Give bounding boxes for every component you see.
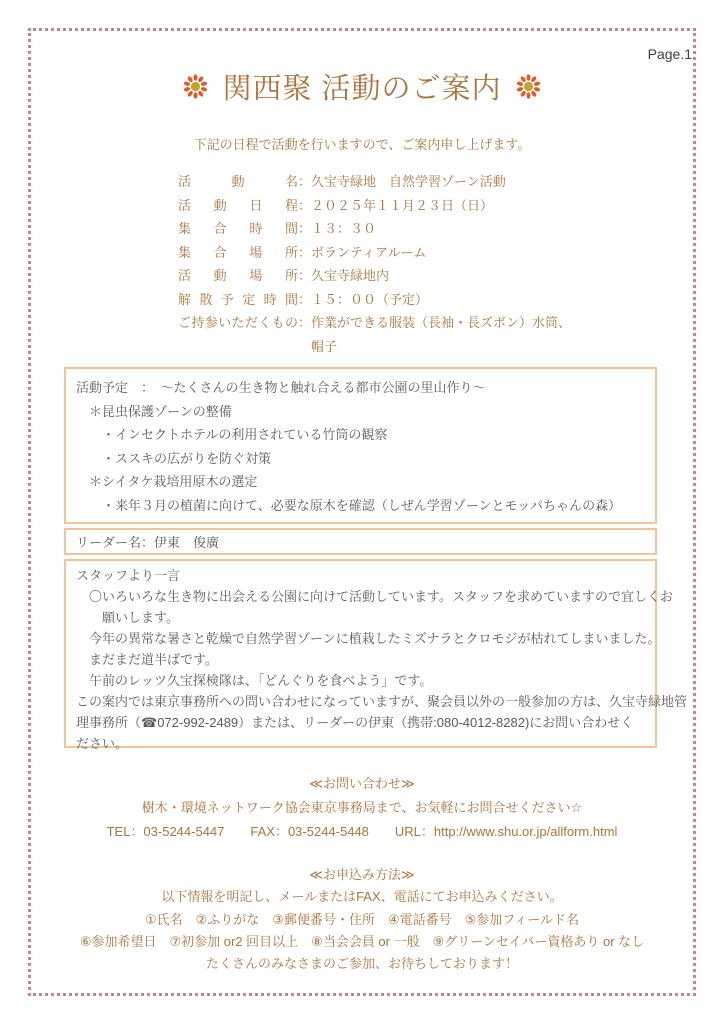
detail-value: ２０２５年１１月２３日（日） bbox=[311, 197, 494, 213]
staff-line: 願いします。 bbox=[76, 610, 179, 625]
detail-continuation: 帽子 bbox=[311, 338, 338, 354]
plan-line: ・来年３月の植菌に向けて、必要な原木を確認（しぜん学習ゾーンとモッパちゃんの森） bbox=[76, 497, 622, 513]
page-number: Page.1 bbox=[647, 46, 692, 62]
detail-value: １５：００（予定） bbox=[311, 291, 429, 307]
title-row bbox=[0, 66, 724, 107]
event-details-list bbox=[178, 170, 571, 358]
detail-separator: ： bbox=[298, 244, 312, 260]
page-title: 関西聚 活動のご案内 bbox=[222, 73, 502, 105]
apply-line: たくさんのみなさまのご参加、お待ちしております！ bbox=[205, 956, 518, 972]
detail-label: 集合場所 bbox=[178, 244, 298, 260]
detail-separator: ： bbox=[298, 291, 312, 307]
contact-line: TEL：03-5244-5447 FAX：03-5244-5448 URL：http://www.shu.or.jp/allform.html bbox=[106, 824, 618, 839]
staff-line: まだまだ道半ばです。 bbox=[76, 652, 218, 667]
detail-label: 活動場所 bbox=[178, 268, 298, 283]
apply-line: ①氏名 ②ふりがな ③郵便番号・住所 ④電話番号 ⑤参加フィールド名 bbox=[145, 911, 579, 927]
detail-value: １３：３０ bbox=[311, 221, 377, 236]
activity-plan-box bbox=[64, 367, 657, 524]
apply-heading: ≪お申込み方法≫ bbox=[309, 867, 415, 882]
contact-section bbox=[28, 772, 696, 844]
staff-line: 今年の異常な暑さと乾燥で自然学習ゾーンに植栽したミズナラとクロモジが枯れてしまいました。 bbox=[76, 631, 661, 646]
flower-icon bbox=[183, 74, 208, 99]
flower-icon bbox=[516, 74, 541, 99]
detail-value: 作業ができる服装（長袖・長ズボン）水筒、 bbox=[311, 315, 572, 330]
contact-line: 樹木・環境ネットワーク協会東京事務局まで、お気軽にお問合せください☆ bbox=[141, 800, 583, 815]
plan-line: ＊昆虫保護ゾーンの整備 bbox=[76, 403, 232, 419]
plan-line: ・インセクトホテルの利用されている竹筒の観察 bbox=[76, 427, 388, 442]
detail-row-end-time bbox=[178, 288, 571, 312]
detail-row-meeting-place bbox=[178, 241, 571, 265]
detail-label: 解散予定時間 bbox=[178, 291, 298, 307]
detail-row-date bbox=[178, 194, 571, 218]
detail-value: 久宝寺緑地内 bbox=[311, 268, 390, 283]
plan-line: 活動予定 ： ～たくさんの生き物と触れ合える都市公園の里山作り～ bbox=[76, 380, 486, 395]
contact-heading: ≪お問い合わせ≫ bbox=[309, 776, 415, 791]
detail-separator: ： bbox=[298, 221, 312, 236]
detail-label: 集合時間 bbox=[178, 221, 298, 236]
detail-label: 活動名 bbox=[178, 174, 298, 189]
plan-line: ＊シイタケ栽培用原木の選定 bbox=[76, 474, 258, 489]
apply-line: ⑥参加希望日 ⑦初参加 or2 回目以上 ⑧当会会員 or 一般 ⑨グリーンセイバー資格あり or なし bbox=[79, 933, 645, 949]
staff-line: スタッフより一言 bbox=[76, 568, 181, 583]
detail-label: 活動日程 bbox=[178, 197, 298, 213]
detail-value: 久宝寺緑地 自然学習ゾーン活動 bbox=[311, 174, 506, 189]
application-section bbox=[28, 864, 696, 975]
detail-row-activity-place bbox=[178, 264, 571, 288]
detail-separator: ： bbox=[298, 315, 312, 330]
detail-label: ご持参いただくもの bbox=[178, 315, 298, 330]
detail-separator: ： bbox=[298, 197, 312, 213]
staff-line: 理事務所（☎072-992-2489）または、リーダーの伊東（携帯:080-4012-8282)にお問い合わせく bbox=[76, 715, 634, 730]
leader-name: リーダー名：伊東 俊廣 bbox=[76, 535, 220, 550]
staff-line: ださい。 bbox=[76, 736, 129, 751]
staff-line: 〇いろいろな生き物に出会える公園に向けて活動しています。スタッフを求めていますので宜しくお bbox=[76, 589, 673, 604]
leader-box bbox=[64, 528, 657, 555]
detail-separator: ： bbox=[298, 268, 312, 283]
staff-line: この案内では東京事務所への問い合わせになっていますが、聚会員以外の一般参加の方は、久宝寺緑地管 bbox=[76, 694, 688, 709]
staff-comment-box bbox=[64, 559, 688, 751]
apply-line: 以下情報を明記し、メールまたはFAX、電話にてお申込みください。 bbox=[161, 889, 563, 905]
detail-separator: ： bbox=[298, 174, 312, 189]
plan-line: ・ススキの広がりを防ぐ対策 bbox=[76, 450, 272, 466]
staff-line: 午前のレッツ久宝探検隊は、「どんぐりを食べよう」です。 bbox=[76, 673, 433, 688]
detail-value: ボランティアルーム bbox=[311, 244, 427, 260]
intro-line: 下記の日程で活動を行いますので、ご案内申し上げます。 bbox=[193, 137, 531, 152]
detail-row-meeting-time bbox=[178, 217, 571, 241]
detail-row-activity-name bbox=[178, 170, 571, 194]
detail-row-bring-items bbox=[178, 311, 571, 335]
